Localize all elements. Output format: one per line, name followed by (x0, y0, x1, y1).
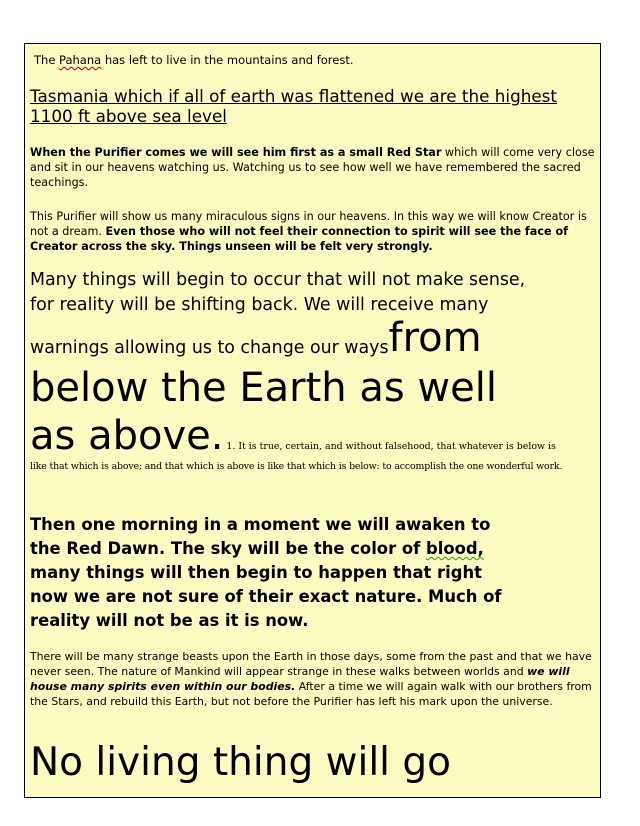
grammar-flagged-word-blood: blood, (425, 539, 484, 558)
text-red-dawn-line5: reality will not be as it is now. (30, 611, 309, 630)
paragraph-many-things (30, 268, 596, 474)
text-red-star-rest: which will come very close and sit in our heavens watching us. Watching us to see how well we have remembered the sacred teachings. (30, 146, 595, 189)
paragraph-red-star (30, 145, 596, 190)
paragraph-no-living-thing: No living thing will go (30, 740, 452, 785)
text-red-star-bold: When the Purifier comes we will see him first as a small Red Star (30, 146, 442, 159)
paragraph-tasmania: Tasmania which if all of earth was flattened we are the highest 1100 ft above sea level (30, 86, 558, 126)
text-emerald-quote-start: 1. It is true, certain, and without falsehood, that whatever is below is (223, 441, 556, 452)
text-beasts-normal: There will be many strange beasts upon the Earth in those days, some from the past and that we have never seen. The nature of Mankind will appear strange in these walks between worlds and (30, 650, 592, 678)
paragraph-pahana (34, 53, 596, 68)
text-beasts-rest: After a time we will again walk with our brothers from the Stars, and rebuild this Earth, but not before the Purifier has left his mark upon the universe. (30, 680, 592, 708)
document-page (24, 43, 601, 798)
text-purifier-bold: Even those who will not feel their connection to spirit will see the face of Creator across the sky. Things unseen will be felt very strongly. (30, 225, 569, 253)
text-beasts-bold-italic: we will house many spirits even within our bodies. (30, 665, 570, 693)
text-red-dawn-line1: Then one morning in a moment we will awaken to (30, 515, 491, 534)
text-purifier-normal: This Purifier will show us many miraculous signs in our heavens. In this way we will know Creator is not a dream. (30, 210, 587, 238)
text-red-dawn-line2 (30, 537, 596, 561)
text-emerald-quote-end: like that which is above; and that which is above is like that which is below: to accomplish the one wonderful work. (30, 461, 563, 472)
text-as-above-line (30, 412, 596, 460)
text-pahana-pre: The (34, 53, 60, 67)
text-below-earth-large: below the Earth as well (30, 365, 497, 411)
text-red-dawn-line3: many things will then begin to happen that right (30, 563, 482, 582)
text-red-dawn-line2-pre: the Red Dawn. The sky will be the color of (30, 539, 426, 558)
text-warnings: warnings allowing us to change our ways (30, 338, 389, 358)
text-many-things-line1: Many things will begin to occur that will not make sense, (30, 270, 526, 290)
text-as-above-large: as above. (30, 413, 224, 459)
paragraph-purifier-signs (30, 209, 596, 254)
text-from-large: from (388, 315, 482, 361)
misspelled-word-pahana: Pahana (59, 53, 102, 67)
text-many-things-line2: for reality will be shifting back. We will receive many (30, 295, 489, 315)
text-pahana-post: has left to live in the mountains and forest. (101, 53, 354, 67)
paragraph-strange-beasts (30, 649, 596, 709)
text-red-dawn-line4: now we are not sure of their exact nature. Much of (30, 587, 502, 606)
text-many-things-line3 (30, 315, 596, 364)
paragraph-red-dawn (30, 513, 596, 633)
